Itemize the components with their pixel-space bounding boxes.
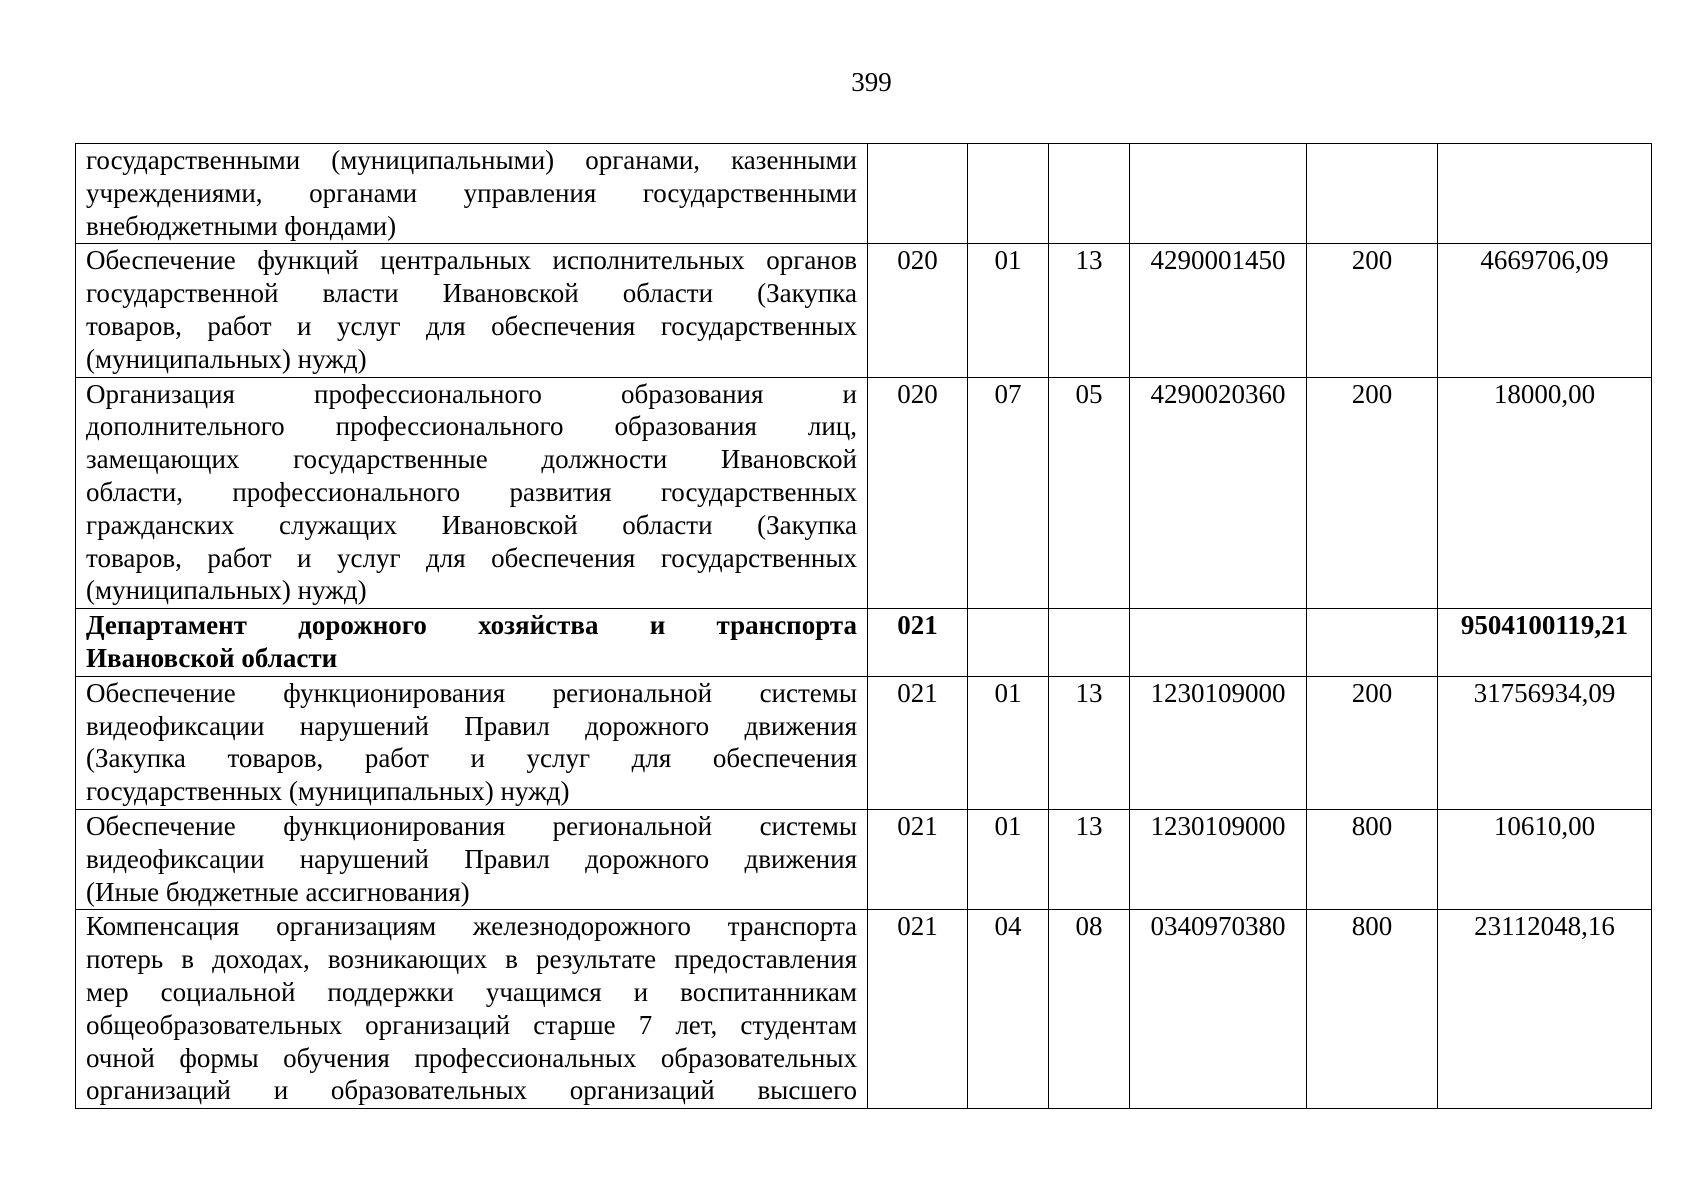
cell-grbs: 021 [868, 676, 968, 809]
cell-expense-type: 200 [1307, 244, 1438, 377]
cell-grbs: 020 [868, 377, 968, 609]
cell-expense-type: 800 [1307, 809, 1438, 909]
cell-target-article [1130, 144, 1307, 244]
cell-name [76, 144, 868, 244]
cell-target-article: 4290001450 [1130, 244, 1307, 377]
cell-target-article [1130, 609, 1307, 677]
cell-name [76, 910, 868, 1109]
cell-name-line: учреждениями, органами управления государственными [86, 177, 857, 208]
cell-name-line: внебюджетными фондами) [86, 210, 397, 241]
cell-name-line: видеофиксации нарушений Правил дорожного движения [86, 710, 857, 741]
cell-section [968, 609, 1049, 677]
cell-name [76, 609, 868, 677]
cell-section: 07 [968, 377, 1049, 609]
cell-section: 01 [968, 809, 1049, 909]
cell-subsection: 13 [1049, 676, 1130, 809]
cell-name-line: области, профессионального развития государственных [86, 476, 857, 507]
cell-name [76, 676, 868, 809]
cell-name [76, 244, 868, 377]
cell-name-line: потерь в доходах, возникающих в результате предоставления [86, 944, 857, 975]
cell-name [76, 377, 868, 609]
cell-name-line: Обеспечение функций центральных исполнительных органов [86, 245, 857, 276]
cell-amount: 23112048,16 [1438, 910, 1652, 1109]
cell-grbs [868, 144, 968, 244]
cell-name-line: Обеспечение функционирования региональной системы [86, 810, 857, 841]
cell-subsection [1049, 609, 1130, 677]
cell-amount [1438, 144, 1652, 244]
cell-subsection: 13 [1049, 809, 1130, 909]
cell-name-line: организаций и образовательных организаций высшего [86, 1075, 857, 1106]
cell-subsection: 08 [1049, 910, 1130, 1109]
cell-section: 04 [968, 910, 1049, 1109]
cell-grbs: 021 [868, 809, 968, 909]
budget-table [75, 143, 1652, 1109]
cell-name [76, 809, 868, 909]
cell-subsection: 13 [1049, 244, 1130, 377]
budget-table-body [76, 144, 1652, 1109]
table-row [76, 144, 1652, 244]
cell-expense-type: 800 [1307, 910, 1438, 1109]
cell-section: 01 [968, 244, 1049, 377]
cell-name-line: очной формы обучения профессиональных образовательных [86, 1042, 857, 1073]
cell-section [968, 144, 1049, 244]
cell-expense-type [1307, 609, 1438, 677]
table-row [76, 244, 1652, 377]
cell-expense-type: 200 [1307, 377, 1438, 609]
cell-name-line: товаров, работ и услуг для обеспечения государственных [86, 542, 857, 573]
cell-name-line: государственных (муниципальных) нужд) [86, 776, 570, 807]
cell-name-line: государственной власти Ивановской области (Закупка [86, 278, 857, 309]
cell-name-line: Организация профессионального образования и [86, 378, 857, 409]
cell-name-line: видеофиксации нарушений Правил дорожного движения [86, 843, 857, 874]
cell-expense-type: 200 [1307, 676, 1438, 809]
cell-subsection: 05 [1049, 377, 1130, 609]
cell-name-line: (Иные бюджетные ассигнования) [86, 876, 470, 907]
cell-target-article: 1230109000 [1130, 676, 1307, 809]
cell-name-line: гражданских служащих Ивановской области (Закупка [86, 509, 857, 540]
cell-name-line: (муниципальных) нужд) [86, 575, 367, 606]
cell-name-line: дополнительного профессионального образования лиц, [86, 411, 857, 442]
cell-name-line: (Закупка товаров, работ и услуг для обеспечения [86, 743, 857, 774]
cell-amount: 4669706,09 [1438, 244, 1652, 377]
table-row [76, 809, 1652, 909]
cell-name-line: Ивановской области [86, 642, 338, 673]
cell-name-line: (муниципальных) нужд) [86, 343, 367, 374]
cell-name-line: общеобразовательных организаций старше 7 лет, студентам [86, 1009, 857, 1040]
table-row [76, 377, 1652, 609]
cell-target-article: 0340970380 [1130, 910, 1307, 1109]
cell-amount: 18000,00 [1438, 377, 1652, 609]
cell-subsection [1049, 144, 1130, 244]
cell-amount: 31756934,09 [1438, 676, 1652, 809]
table-row [76, 676, 1652, 809]
cell-name-line: Департамент дорожного хозяйства и транспорта [86, 610, 857, 641]
cell-target-article: 4290020360 [1130, 377, 1307, 609]
table-row [76, 609, 1652, 677]
cell-name-line: Компенсация организациям железнодорожного транспорта [86, 911, 857, 942]
cell-name-line: государственными (муниципальными) органами, казенными [86, 145, 857, 175]
cell-target-article: 1230109000 [1130, 809, 1307, 909]
cell-grbs: 021 [868, 609, 968, 677]
cell-grbs: 020 [868, 244, 968, 377]
cell-name-line: товаров, работ и услуг для обеспечения государственных [86, 310, 857, 341]
cell-expense-type [1307, 144, 1438, 244]
cell-amount: 9504100119,21 [1438, 609, 1652, 677]
cell-grbs: 021 [868, 910, 968, 1109]
cell-name-line: замещающих государственные должности Ивановской [86, 444, 857, 475]
cell-section: 01 [968, 676, 1049, 809]
cell-name-line: Обеспечение функционирования региональной системы [86, 677, 857, 708]
cell-amount: 10610,00 [1438, 809, 1652, 909]
table-row [76, 910, 1652, 1109]
cell-name-line: мер социальной поддержки учащимся и воспитанникам [86, 976, 857, 1007]
page-number: 399 [851, 67, 892, 97]
